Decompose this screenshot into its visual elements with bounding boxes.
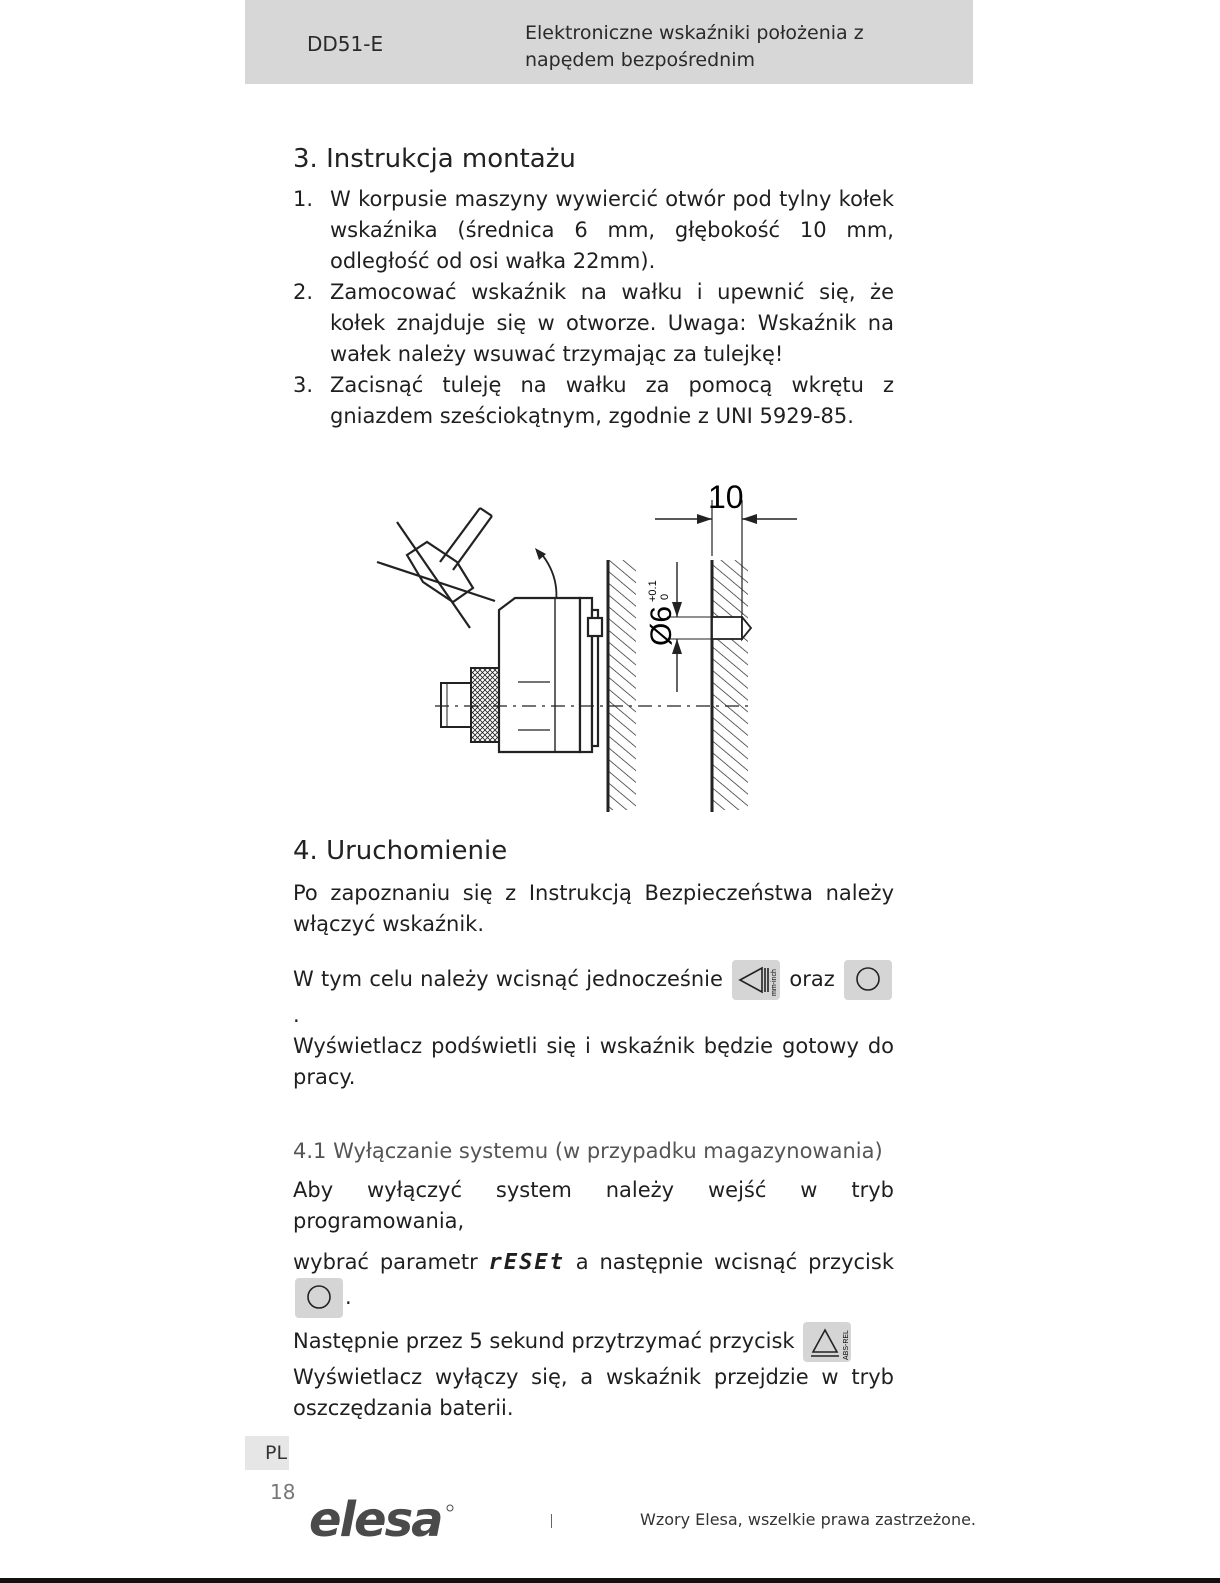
shutdown-paragraph: Aby wyłączyć system należy wejść w tryb programowania, bbox=[293, 1178, 894, 1233]
steps-list bbox=[293, 184, 894, 432]
startup-paragraph: Po zapoznaniu się z Instrukcją Bezpieczeństwa należy włączyć wskaźnik. bbox=[293, 881, 894, 936]
circle-key-icon bbox=[844, 960, 892, 1000]
mounting-diagram bbox=[375, 470, 815, 825]
page-number: 18 bbox=[270, 1480, 296, 1504]
elesa-logo bbox=[307, 1494, 457, 1548]
copyright-text: Wzory Elesa, wszelkie prawa zastrzeżone. bbox=[640, 1510, 977, 1529]
section-startup bbox=[293, 836, 894, 1424]
diameter-label: Ø6 bbox=[645, 605, 678, 646]
section-mounting bbox=[293, 144, 894, 432]
step-number: 2. bbox=[293, 280, 314, 304]
product-code: DD51-E bbox=[307, 32, 384, 56]
step-text: Zamocować wskaźnik na wałku i upewnić się, że kołek znajduje się w otworze. Uwaga: Wskaźnik na wałek należy wsuwać trzymając za tulejkę! bbox=[330, 280, 894, 366]
step-text: Zacisnąć tuleję na wałku za pomocą wkrętu z gniazdem sześciokątnym, zgodnie z UNI 5929-85. bbox=[330, 373, 894, 428]
tolerance-lower: 0 bbox=[659, 593, 671, 600]
page-header bbox=[245, 0, 973, 84]
mm-inch-key-icon bbox=[732, 960, 780, 1000]
section-heading: 4. Uruchomienie bbox=[293, 836, 508, 866]
abs-rel-key-icon bbox=[803, 1322, 851, 1362]
hex-key-icon bbox=[377, 508, 495, 628]
svg-text:elesa: elesa bbox=[309, 1494, 442, 1544]
circle-key-icon bbox=[295, 1278, 343, 1318]
language-tag: PL bbox=[245, 1436, 289, 1470]
startup-instruction: W tym celu należy wcisnąć jednocześnie mm-inch oraz . Wyświetlacz podświetli się i wskaźnik będzie gotowy do pracy. bbox=[293, 960, 894, 1093]
step-number: 3. bbox=[293, 373, 314, 397]
svg-text:ABS-REL: ABS-REL bbox=[843, 1330, 851, 1360]
svg-text:mm-inch: mm-inch bbox=[771, 969, 779, 996]
subsection-heading: 4.1 Wyłączanie systemu (w przypadku magazynowania) bbox=[293, 1139, 883, 1163]
list-item bbox=[293, 277, 894, 370]
indicator-body bbox=[499, 598, 602, 752]
list-item bbox=[293, 184, 894, 277]
tolerance-upper: +0.1 bbox=[647, 580, 659, 602]
header-title: Elektroniczne wskaźniki położenia z napędem bezpośrednim bbox=[525, 22, 864, 71]
section-heading: 3. Instrukcja montażu bbox=[293, 144, 576, 174]
shutdown-instruction: wybrać parametr rESEt a następnie wcisnąć przycisk . bbox=[293, 1247, 894, 1318]
depth-label: 10 bbox=[708, 479, 744, 515]
step-text: W korpusie maszyny wywiercić otwór pod tylny kołek wskaźnika (średnica 6 mm, głębokość 10 mm, odległość od osi wałka 22mm). bbox=[330, 187, 894, 273]
step-number: 1. bbox=[293, 187, 314, 211]
list-item bbox=[293, 370, 894, 432]
footer-divider bbox=[551, 1514, 552, 1528]
knurled-knob bbox=[471, 668, 499, 742]
hold-instruction: Następnie przez 5 sekund przytrzymać przycisk ABS-REL Wyświetlacz wyłączy się, a wskaźnik przejdzie w tryb oszczędzania baterii. bbox=[293, 1322, 894, 1424]
reset-parameter: rESEt bbox=[488, 1250, 565, 1275]
bottom-rule bbox=[0, 1578, 1220, 1583]
